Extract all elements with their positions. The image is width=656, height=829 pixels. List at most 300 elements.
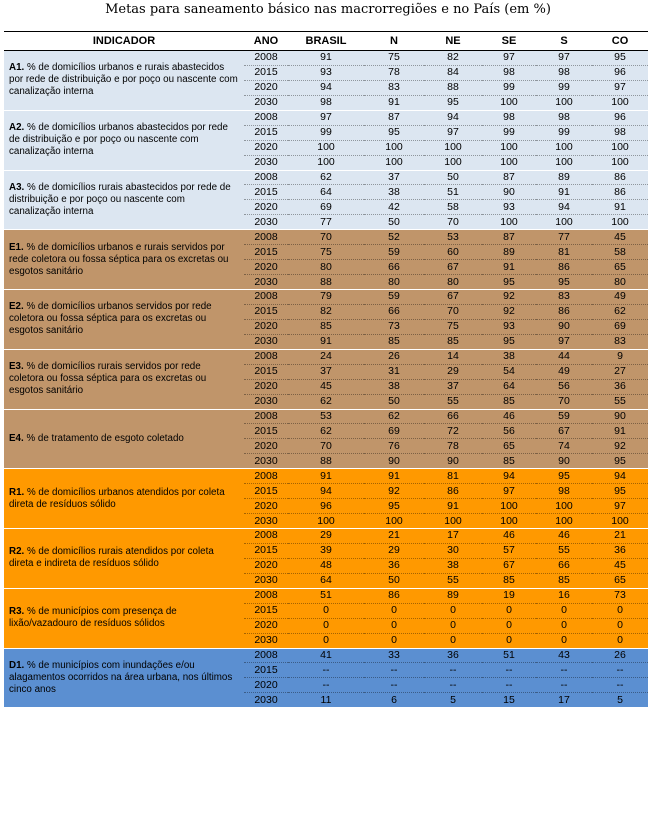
- value-cell: 0: [288, 633, 364, 648]
- value-cell: 62: [288, 424, 364, 439]
- value-cell: 100: [536, 155, 592, 170]
- value-cell: 90: [364, 454, 424, 469]
- year-cell: 2015: [244, 484, 288, 499]
- indicator-text: % de domicílios urbanos e rurais servidos por rede coletora ou fossa séptica para os excretas ou esgotos sanitário: [9, 241, 229, 277]
- value-cell: 26: [364, 349, 424, 364]
- value-cell: 100: [592, 140, 648, 155]
- value-cell: 91: [592, 200, 648, 215]
- year-cell: 2030: [244, 275, 288, 290]
- value-cell: 90: [592, 409, 648, 424]
- value-cell: 91: [364, 469, 424, 484]
- value-cell: 69: [364, 424, 424, 439]
- value-cell: 60: [424, 245, 482, 260]
- value-cell: 57: [482, 543, 536, 558]
- indicator-cell: [4, 51, 244, 111]
- value-cell: 91: [482, 260, 536, 275]
- year-cell: 2015: [244, 125, 288, 140]
- header-indicador: INDICADOR: [4, 32, 244, 51]
- year-cell: 2020: [244, 439, 288, 454]
- value-cell: 99: [536, 125, 592, 140]
- value-cell: 75: [288, 245, 364, 260]
- year-cell: 2030: [244, 573, 288, 588]
- value-cell: 17: [424, 529, 482, 544]
- year-cell: 2008: [244, 290, 288, 305]
- value-cell: 100: [482, 499, 536, 514]
- value-cell: 75: [424, 319, 482, 334]
- value-cell: 80: [424, 275, 482, 290]
- value-cell: 86: [536, 304, 592, 319]
- value-cell: 0: [424, 633, 482, 648]
- value-cell: 67: [424, 260, 482, 275]
- indicator-code: E2.: [9, 301, 24, 313]
- value-cell: 55: [424, 573, 482, 588]
- value-cell: 98: [482, 65, 536, 80]
- value-cell: 99: [288, 125, 364, 140]
- value-cell: 64: [288, 573, 364, 588]
- value-cell: 70: [288, 230, 364, 245]
- value-cell: 81: [424, 469, 482, 484]
- value-cell: 29: [364, 543, 424, 558]
- year-cell: 2020: [244, 558, 288, 573]
- value-cell: 0: [536, 633, 592, 648]
- value-cell: 26: [592, 648, 648, 663]
- value-cell: 64: [482, 379, 536, 394]
- value-cell: 52: [364, 230, 424, 245]
- year-cell: 2030: [244, 95, 288, 110]
- indicator-cell: [4, 648, 244, 708]
- indicator-code: E3.: [9, 361, 24, 373]
- year-cell: 2015: [244, 304, 288, 319]
- table-row: [4, 349, 648, 364]
- value-cell: --: [424, 678, 482, 693]
- value-cell: 100: [592, 95, 648, 110]
- indicator-text: % de domicílios rurais atendidos por coleta direta e indireta de resíduos sólido: [9, 546, 214, 570]
- value-cell: 62: [364, 409, 424, 424]
- indicator-cell: [4, 529, 244, 589]
- value-cell: 95: [592, 51, 648, 66]
- value-cell: 46: [482, 409, 536, 424]
- value-cell: 0: [482, 603, 536, 618]
- value-cell: 38: [482, 349, 536, 364]
- value-cell: 70: [424, 215, 482, 230]
- value-cell: 95: [592, 454, 648, 469]
- value-cell: 45: [288, 379, 364, 394]
- value-cell: 0: [592, 603, 648, 618]
- value-cell: 67: [424, 290, 482, 305]
- value-cell: 29: [424, 364, 482, 379]
- value-cell: 6: [364, 693, 424, 708]
- value-cell: 94: [424, 110, 482, 125]
- value-cell: 5: [424, 693, 482, 708]
- value-cell: 100: [364, 140, 424, 155]
- value-cell: 93: [482, 200, 536, 215]
- value-cell: 94: [536, 200, 592, 215]
- value-cell: 76: [364, 439, 424, 454]
- indicator-text: % de domicílios urbanos abastecidos por rede de distribuição e por poço ou nascente com canalização interna: [9, 122, 228, 158]
- year-cell: 2030: [244, 454, 288, 469]
- value-cell: 82: [424, 51, 482, 66]
- year-cell: 2020: [244, 319, 288, 334]
- year-cell: 2015: [244, 543, 288, 558]
- table-row: [4, 170, 648, 185]
- value-cell: 100: [592, 155, 648, 170]
- value-cell: 0: [364, 603, 424, 618]
- value-cell: 50: [364, 394, 424, 409]
- value-cell: 100: [536, 514, 592, 529]
- value-cell: 38: [364, 379, 424, 394]
- indicator-code: A1.: [9, 62, 25, 74]
- value-cell: 75: [364, 51, 424, 66]
- value-cell: 58: [592, 245, 648, 260]
- value-cell: 100: [536, 499, 592, 514]
- value-cell: 0: [592, 633, 648, 648]
- value-cell: 0: [364, 618, 424, 633]
- value-cell: 89: [536, 170, 592, 185]
- value-cell: 44: [536, 349, 592, 364]
- value-cell: 43: [536, 648, 592, 663]
- value-cell: 94: [482, 469, 536, 484]
- value-cell: --: [482, 678, 536, 693]
- value-cell: 88: [288, 454, 364, 469]
- value-cell: 98: [288, 95, 364, 110]
- value-cell: 50: [364, 573, 424, 588]
- value-cell: 87: [482, 230, 536, 245]
- value-cell: 62: [592, 304, 648, 319]
- value-cell: 0: [424, 603, 482, 618]
- value-cell: 0: [288, 618, 364, 633]
- year-cell: 2030: [244, 334, 288, 349]
- value-cell: 70: [424, 304, 482, 319]
- value-cell: 66: [536, 558, 592, 573]
- year-cell: 2020: [244, 260, 288, 275]
- value-cell: --: [592, 663, 648, 678]
- value-cell: --: [288, 663, 364, 678]
- value-cell: 59: [364, 290, 424, 305]
- value-cell: 85: [536, 573, 592, 588]
- value-cell: 51: [424, 185, 482, 200]
- value-cell: 19: [482, 588, 536, 603]
- value-cell: 55: [424, 394, 482, 409]
- value-cell: 96: [592, 65, 648, 80]
- value-cell: 49: [536, 364, 592, 379]
- indicator-cell: [4, 170, 244, 230]
- value-cell: 54: [482, 364, 536, 379]
- year-cell: 2015: [244, 65, 288, 80]
- year-cell: 2030: [244, 394, 288, 409]
- value-cell: 70: [288, 439, 364, 454]
- value-cell: 78: [364, 65, 424, 80]
- value-cell: 100: [424, 514, 482, 529]
- value-cell: 80: [288, 260, 364, 275]
- value-cell: 95: [424, 95, 482, 110]
- value-cell: 92: [364, 484, 424, 499]
- value-cell: 82: [288, 304, 364, 319]
- year-cell: 2015: [244, 245, 288, 260]
- table-row: [4, 51, 648, 66]
- value-cell: 45: [592, 230, 648, 245]
- value-cell: 95: [536, 469, 592, 484]
- value-cell: 83: [536, 290, 592, 305]
- value-cell: 91: [288, 469, 364, 484]
- value-cell: 38: [364, 185, 424, 200]
- value-cell: 37: [424, 379, 482, 394]
- value-cell: 92: [482, 290, 536, 305]
- value-cell: --: [364, 678, 424, 693]
- value-cell: 78: [424, 439, 482, 454]
- value-cell: 16: [536, 588, 592, 603]
- value-cell: 27: [592, 364, 648, 379]
- value-cell: 51: [288, 588, 364, 603]
- value-cell: --: [536, 678, 592, 693]
- value-cell: 84: [424, 65, 482, 80]
- value-cell: 85: [482, 394, 536, 409]
- value-cell: 100: [536, 95, 592, 110]
- value-cell: 56: [536, 379, 592, 394]
- value-cell: --: [536, 663, 592, 678]
- value-cell: 62: [288, 170, 364, 185]
- value-cell: 48: [288, 558, 364, 573]
- value-cell: 100: [364, 514, 424, 529]
- indicator-text: % de domicílios rurais servidos por rede coletora ou fossa séptica para os excretas ou esgotos sanitário: [9, 361, 207, 397]
- value-cell: 86: [592, 170, 648, 185]
- value-cell: 21: [592, 529, 648, 544]
- table-row: [4, 110, 648, 125]
- value-cell: 98: [536, 65, 592, 80]
- value-cell: 100: [482, 95, 536, 110]
- indicator-text: % de domicílios rurais abastecidos por rede de distribuição e por poço ou nascente com canalização interna: [9, 181, 231, 217]
- year-cell: 2008: [244, 529, 288, 544]
- value-cell: 65: [592, 260, 648, 275]
- value-cell: 86: [424, 484, 482, 499]
- value-cell: --: [482, 663, 536, 678]
- value-cell: 100: [288, 155, 364, 170]
- value-cell: 0: [288, 603, 364, 618]
- value-cell: --: [364, 663, 424, 678]
- value-cell: 73: [592, 588, 648, 603]
- value-cell: 42: [364, 200, 424, 215]
- value-cell: 91: [288, 334, 364, 349]
- value-cell: 37: [288, 364, 364, 379]
- value-cell: 91: [288, 51, 364, 66]
- year-cell: 2015: [244, 603, 288, 618]
- value-cell: 59: [536, 409, 592, 424]
- value-cell: 97: [536, 51, 592, 66]
- value-cell: 77: [536, 230, 592, 245]
- value-cell: 85: [482, 573, 536, 588]
- value-cell: 83: [364, 80, 424, 95]
- value-cell: 86: [536, 260, 592, 275]
- value-cell: 0: [482, 633, 536, 648]
- value-cell: 90: [536, 454, 592, 469]
- value-cell: 94: [592, 469, 648, 484]
- value-cell: 77: [288, 215, 364, 230]
- value-cell: 90: [536, 319, 592, 334]
- year-cell: 2008: [244, 349, 288, 364]
- year-cell: 2008: [244, 409, 288, 424]
- value-cell: 24: [288, 349, 364, 364]
- value-cell: 73: [364, 319, 424, 334]
- value-cell: 91: [592, 424, 648, 439]
- value-cell: 97: [288, 110, 364, 125]
- year-cell: 2008: [244, 51, 288, 66]
- value-cell: 90: [424, 454, 482, 469]
- table-row: [4, 230, 648, 245]
- value-cell: 62: [288, 394, 364, 409]
- year-cell: 2030: [244, 693, 288, 708]
- table-row: [4, 588, 648, 603]
- value-cell: 88: [288, 275, 364, 290]
- year-cell: 2030: [244, 633, 288, 648]
- value-cell: 41: [288, 648, 364, 663]
- value-cell: 0: [536, 618, 592, 633]
- value-cell: 56: [482, 424, 536, 439]
- year-cell: 2008: [244, 469, 288, 484]
- value-cell: 0: [592, 618, 648, 633]
- value-cell: 100: [364, 155, 424, 170]
- header-se: SE: [482, 32, 536, 51]
- value-cell: 85: [424, 334, 482, 349]
- value-cell: 79: [288, 290, 364, 305]
- value-cell: 100: [592, 514, 648, 529]
- year-cell: 2020: [244, 618, 288, 633]
- value-cell: 98: [536, 110, 592, 125]
- value-cell: 55: [592, 394, 648, 409]
- indicator-cell: [4, 469, 244, 529]
- value-cell: 94: [288, 484, 364, 499]
- value-cell: 94: [288, 80, 364, 95]
- value-cell: 90: [482, 185, 536, 200]
- value-cell: 36: [424, 648, 482, 663]
- year-cell: 2008: [244, 230, 288, 245]
- value-cell: 67: [536, 424, 592, 439]
- year-cell: 2020: [244, 499, 288, 514]
- value-cell: 88: [424, 80, 482, 95]
- value-cell: 89: [424, 588, 482, 603]
- value-cell: 97: [592, 499, 648, 514]
- value-cell: 93: [482, 319, 536, 334]
- value-cell: 91: [364, 95, 424, 110]
- indicator-text: % de municípios com presença de lixão/vazadouro de resíduos sólidos: [9, 606, 177, 630]
- header-ne: NE: [424, 32, 482, 51]
- year-cell: 2015: [244, 364, 288, 379]
- value-cell: 95: [482, 334, 536, 349]
- value-cell: 29: [288, 529, 364, 544]
- value-cell: 38: [424, 558, 482, 573]
- value-cell: 95: [592, 484, 648, 499]
- value-cell: 33: [364, 648, 424, 663]
- header-brasil: BRASIL: [288, 32, 364, 51]
- indicator-cell: [4, 230, 244, 290]
- indicator-cell: [4, 588, 244, 648]
- indicator-cell: [4, 290, 244, 350]
- indicator-cell: [4, 349, 244, 409]
- value-cell: --: [424, 663, 482, 678]
- indicator-code: E4.: [9, 432, 24, 444]
- value-cell: 15: [482, 693, 536, 708]
- year-cell: 2020: [244, 379, 288, 394]
- value-cell: --: [592, 678, 648, 693]
- header-co: CO: [592, 32, 648, 51]
- value-cell: 64: [288, 185, 364, 200]
- year-cell: 2020: [244, 200, 288, 215]
- value-cell: 0: [482, 618, 536, 633]
- indicator-code: R3.: [9, 606, 25, 618]
- value-cell: 100: [482, 215, 536, 230]
- indicator-code: A3.: [9, 181, 25, 193]
- value-cell: 98: [536, 484, 592, 499]
- year-cell: 2008: [244, 170, 288, 185]
- value-cell: 30: [424, 543, 482, 558]
- value-cell: 97: [424, 125, 482, 140]
- value-cell: 51: [482, 648, 536, 663]
- value-cell: 46: [482, 529, 536, 544]
- value-cell: 91: [536, 185, 592, 200]
- year-cell: 2008: [244, 110, 288, 125]
- value-cell: 100: [482, 155, 536, 170]
- value-cell: 53: [288, 409, 364, 424]
- value-cell: 99: [536, 80, 592, 95]
- value-cell: 98: [482, 110, 536, 125]
- table-row: [4, 648, 648, 663]
- value-cell: 36: [364, 558, 424, 573]
- value-cell: 11: [288, 693, 364, 708]
- indicator-code: D1.: [9, 659, 25, 671]
- value-cell: 80: [364, 275, 424, 290]
- value-cell: 91: [424, 499, 482, 514]
- value-cell: 89: [482, 245, 536, 260]
- value-cell: 53: [424, 230, 482, 245]
- year-cell: 2030: [244, 215, 288, 230]
- header-row: [4, 32, 648, 51]
- year-cell: 2015: [244, 663, 288, 678]
- value-cell: 72: [424, 424, 482, 439]
- value-cell: 55: [536, 543, 592, 558]
- value-cell: 93: [288, 65, 364, 80]
- value-cell: 69: [288, 200, 364, 215]
- indicator-cell: [4, 110, 244, 170]
- value-cell: 50: [364, 215, 424, 230]
- value-cell: 50: [424, 170, 482, 185]
- value-cell: 97: [482, 484, 536, 499]
- value-cell: 36: [592, 379, 648, 394]
- value-cell: 5: [592, 693, 648, 708]
- value-cell: 100: [482, 140, 536, 155]
- indicator-code: R2.: [9, 546, 25, 558]
- indicator-code: R1.: [9, 486, 25, 498]
- value-cell: 97: [536, 334, 592, 349]
- value-cell: 100: [424, 140, 482, 155]
- value-cell: 39: [288, 543, 364, 558]
- value-cell: 69: [592, 319, 648, 334]
- indicator-text: % de tratamento de esgoto coletado: [26, 432, 184, 444]
- indicator-text: % de municípios com inundações e/ou alagamentos ocorridos na área urbana, nos últimos cinco anos: [9, 659, 233, 695]
- header-n: N: [364, 32, 424, 51]
- value-cell: 67: [482, 558, 536, 573]
- table-body: [4, 51, 648, 708]
- value-cell: 81: [536, 245, 592, 260]
- value-cell: 85: [364, 334, 424, 349]
- table-title: Metas para saneamento básico nas macrorregiões e no País (em %): [105, 2, 551, 17]
- value-cell: 100: [482, 514, 536, 529]
- value-cell: 100: [592, 215, 648, 230]
- value-cell: 0: [364, 633, 424, 648]
- value-cell: 74: [536, 439, 592, 454]
- year-cell: 2015: [244, 424, 288, 439]
- value-cell: 46: [536, 529, 592, 544]
- value-cell: 66: [364, 304, 424, 319]
- value-cell: 65: [482, 439, 536, 454]
- value-cell: 100: [536, 215, 592, 230]
